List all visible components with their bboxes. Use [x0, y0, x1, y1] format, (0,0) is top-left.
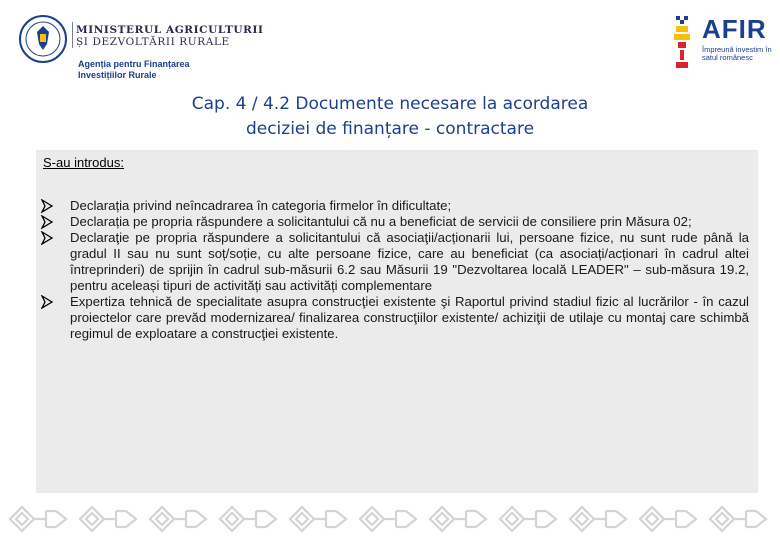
document-list — [36, 198, 749, 342]
arrow-bullet-icon — [40, 231, 54, 245]
arrow-bullet-icon — [40, 199, 54, 213]
list-item-text: Expertiza tehnică de specialitate asupra construcţiei existente şi Raportul privind stadiul fizic al lucrărilor - în cazul proiectelor care prevăd modernizarea/ finalizarea construcţiilor existente/ achiziţii de utilaje cu montaj care schimbă regimul de exploatare a construcţiei existente. — [70, 294, 749, 341]
government-seal-icon — [18, 14, 68, 64]
ministry-line-2: ȘI DEZVOLTĂRII RURALE — [76, 36, 230, 48]
agency-name — [78, 59, 190, 81]
arrow-bullet-icon — [40, 215, 54, 229]
list-item — [36, 230, 749, 294]
arrow-bullet-icon — [40, 295, 54, 309]
intro-label: S-au introdus: — [43, 155, 124, 170]
list-item-text: Declaraţie pe propria răspundere a solicitantului că asociaţii/acționarii lui, persoane fizice, nu sunt rude până la gradul II sau nu sunt soț/soție, cu alte persoane fizice, care au beneficiat (ca asociați/acționari în cadrul altei întreprinderi) de sprijin în cadrul sub-măsurii 6.2 sau Măsurii 19 "Dezvoltarea locală LEADER" – sub-măsura 19.2, pentru aceleași tipuri de activități sau activități complementare — [70, 230, 749, 293]
list-item — [36, 198, 749, 214]
list-item-text: Declarația pe propria răspundere a solicitantului că nu a beneficiat de servicii de consiliere prin Măsura 02; — [70, 214, 692, 229]
ministry-name — [76, 24, 263, 48]
afir-name: AFIR — [702, 14, 767, 44]
agency-line-2: Investițiilor Rurale — [78, 70, 157, 80]
agency-line-1: Agenția pentru Finanțarea — [78, 59, 190, 69]
header-divider — [72, 22, 73, 48]
title-line-1: Cap. 4 / 4.2 Documente necesare la acordarea — [191, 94, 589, 114]
list-item — [36, 294, 749, 342]
list-item-text: Declarația privind neîncadrarea în categoria firmelor în dificultate; — [70, 198, 452, 213]
content-panel — [36, 150, 758, 493]
page-title — [90, 92, 690, 142]
afir-tagline: Împreună investim în satul românesc — [702, 45, 772, 62]
list-item — [36, 214, 749, 230]
title-line-2: deciziei de finanțare - contractare — [245, 119, 535, 139]
folk-motif-border — [0, 499, 780, 540]
header — [0, 0, 780, 95]
ministry-line-1: MINISTERUL AGRICULTURII — [76, 24, 264, 36]
